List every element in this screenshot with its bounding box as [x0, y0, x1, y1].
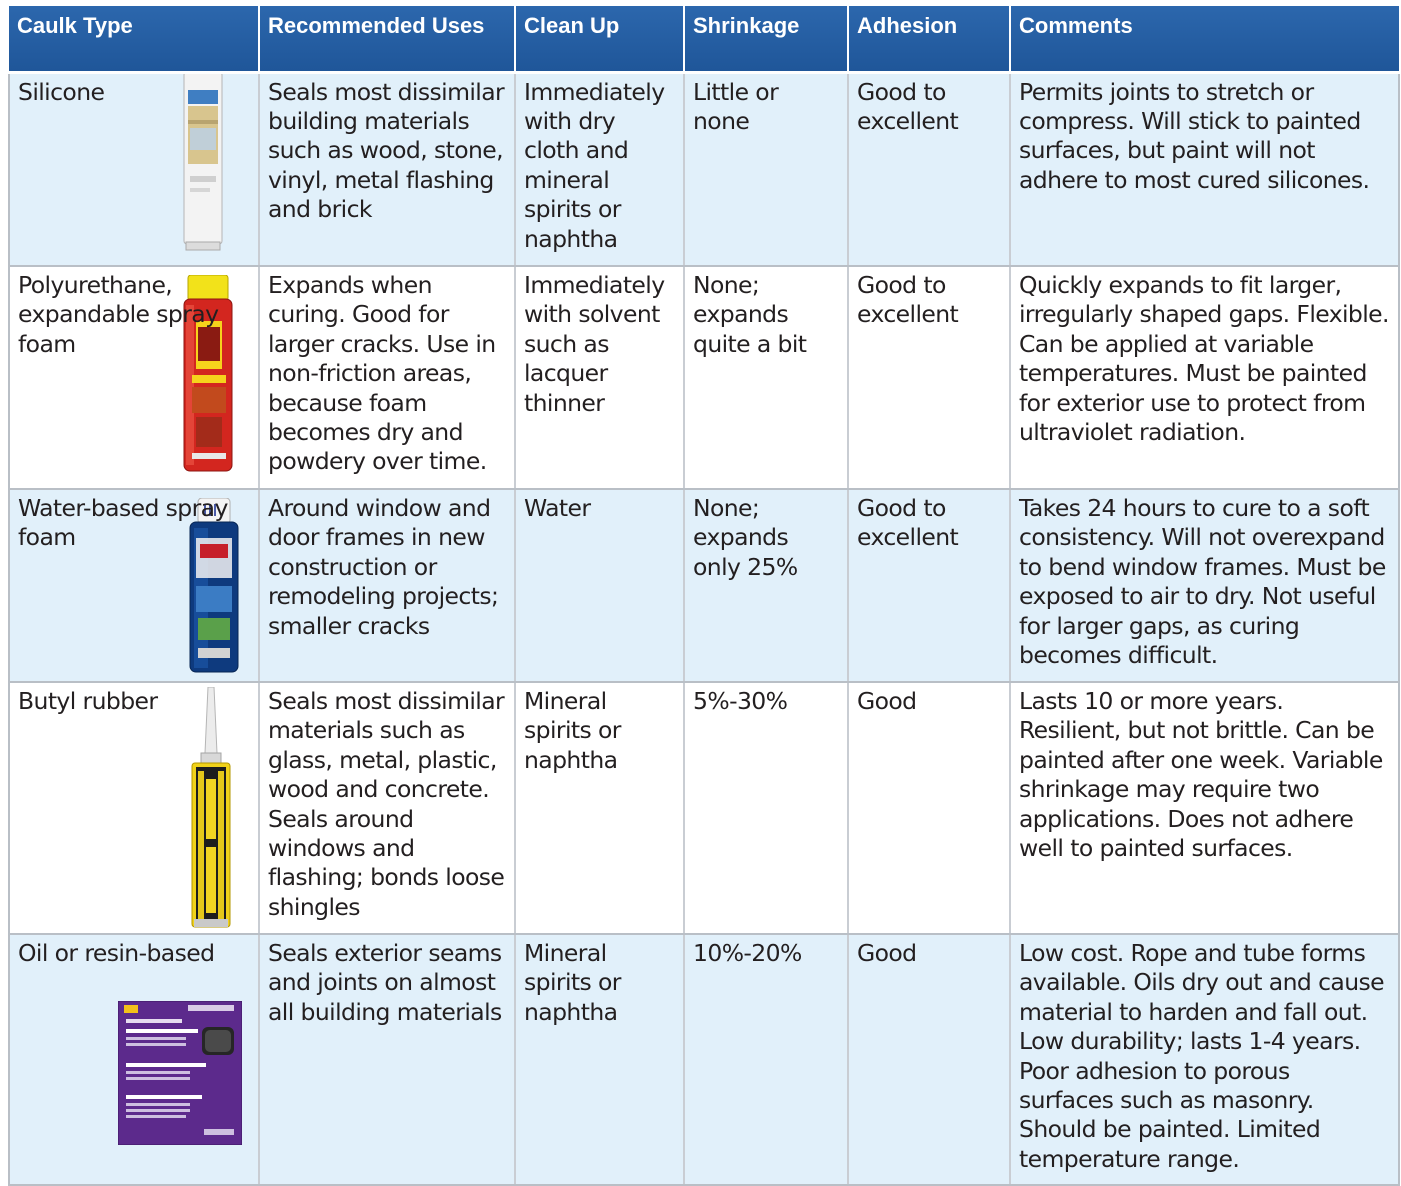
adhesion-cell: Good to excellent — [848, 72, 1010, 266]
shrinkage-cell: None; expands only 25% — [684, 489, 848, 682]
caulk-type-name: Butyl rubber — [18, 687, 158, 715]
table-row — [9, 266, 1399, 489]
clean-up-cell: Mineral spirits or naphtha — [515, 934, 684, 1185]
comments-cell: Permits joints to stretch or compress. Will stick to painted surfaces, but paint will not adhere to most cured silicones. — [1010, 72, 1399, 266]
header-recommended-uses: Recommended Uses — [259, 6, 515, 72]
comments-cell: Low cost. Rope and tube forms available. Oils dry out and cause material to harden and fall out. Low durability; lasts 1-4 years. Poor adhesion to porous surfaces such as masonry. Should be painted. Limited temperature range. — [1010, 934, 1399, 1185]
header-comments: Comments — [1010, 6, 1399, 72]
recommended-uses-cell: Around window and door frames in new construction or remodeling projects; smaller cracks — [259, 489, 515, 682]
caulk-type-cell — [9, 72, 259, 266]
header-row — [9, 6, 1399, 72]
shrinkage-cell: Little or none — [684, 72, 848, 266]
table-row — [9, 682, 1399, 934]
table-row — [9, 934, 1399, 1185]
caulk-comparison-table — [8, 6, 1400, 1186]
adhesion-cell: Good to excellent — [848, 489, 1010, 682]
clean-up-cell: Mineral spirits or naphtha — [515, 682, 684, 934]
recommended-uses-cell: Seals most dissimilar materials such as glass, metal, plastic, wood and concrete. Seals around windows and flashing; bonds loose shingles — [259, 682, 515, 934]
clean-up-cell: Water — [515, 489, 684, 682]
adhesion-cell: Good — [848, 682, 1010, 934]
cord-weatherstrip-package-icon — [118, 1001, 242, 1145]
header-caulk-type: Caulk Type — [9, 6, 259, 72]
shrinkage-cell: 5%-30% — [684, 682, 848, 934]
recommended-uses-cell: Seals exterior seams and joints on almost all building materials — [259, 934, 515, 1185]
clean-up-cell: Immediately with dry cloth and mineral spirits or naphtha — [515, 72, 684, 266]
caulk-type-cell — [9, 489, 259, 682]
comments-cell: Lasts 10 or more years. Resilient, but not brittle. Can be painted after one week. Variable shrinkage may require two applications. Does not adhere well to painted surfaces. — [1010, 682, 1399, 934]
caulk-type-cell — [9, 682, 259, 934]
adhesion-cell: Good to excellent — [848, 266, 1010, 489]
caulk-type-name: Water-based spray foam — [18, 494, 228, 552]
caulk-type-cell — [9, 934, 259, 1185]
recommended-uses-cell: Seals most dissimilar building materials such as wood, stone, vinyl, metal flashing and brick — [259, 72, 515, 266]
caulk-type-name: Polyurethane, expandable spray foam — [18, 271, 219, 358]
header-adhesion: Adhesion — [848, 6, 1010, 72]
adhesion-cell: Good — [848, 934, 1010, 1185]
header-clean-up: Clean Up — [515, 6, 684, 72]
clean-up-cell: Immediately with solvent such as lacquer thinner — [515, 266, 684, 489]
header-shrinkage: Shrinkage — [684, 6, 848, 72]
shrinkage-cell: 10%-20% — [684, 934, 848, 1185]
comments-cell: Quickly expands to fit larger, irregularly shaped gaps. Flexible. Can be applied at variable temperatures. Must be painted for exterior use to protect from ultraviolet radiation. — [1010, 266, 1399, 489]
butyl-caulk-tube-icon — [186, 687, 236, 931]
caulk-type-cell — [9, 266, 259, 489]
shrinkage-cell: None; expands quite a bit — [684, 266, 848, 489]
comments-cell: Takes 24 hours to cure to a soft consistency. Will not overexpand to bend window frames. Must be exposed to air to dry. Not useful for larger gaps, as curing becomes difficult. — [1010, 489, 1399, 682]
caulk-type-name: Silicone — [18, 77, 105, 106]
table-row — [9, 489, 1399, 682]
recommended-uses-cell: Expands when curing. Good for larger cracks. Use in non-friction areas, because foam becomes dry and powdery over time. — [259, 266, 515, 489]
table-row — [9, 72, 1399, 266]
caulk-type-name: Oil or resin-based — [18, 939, 215, 967]
